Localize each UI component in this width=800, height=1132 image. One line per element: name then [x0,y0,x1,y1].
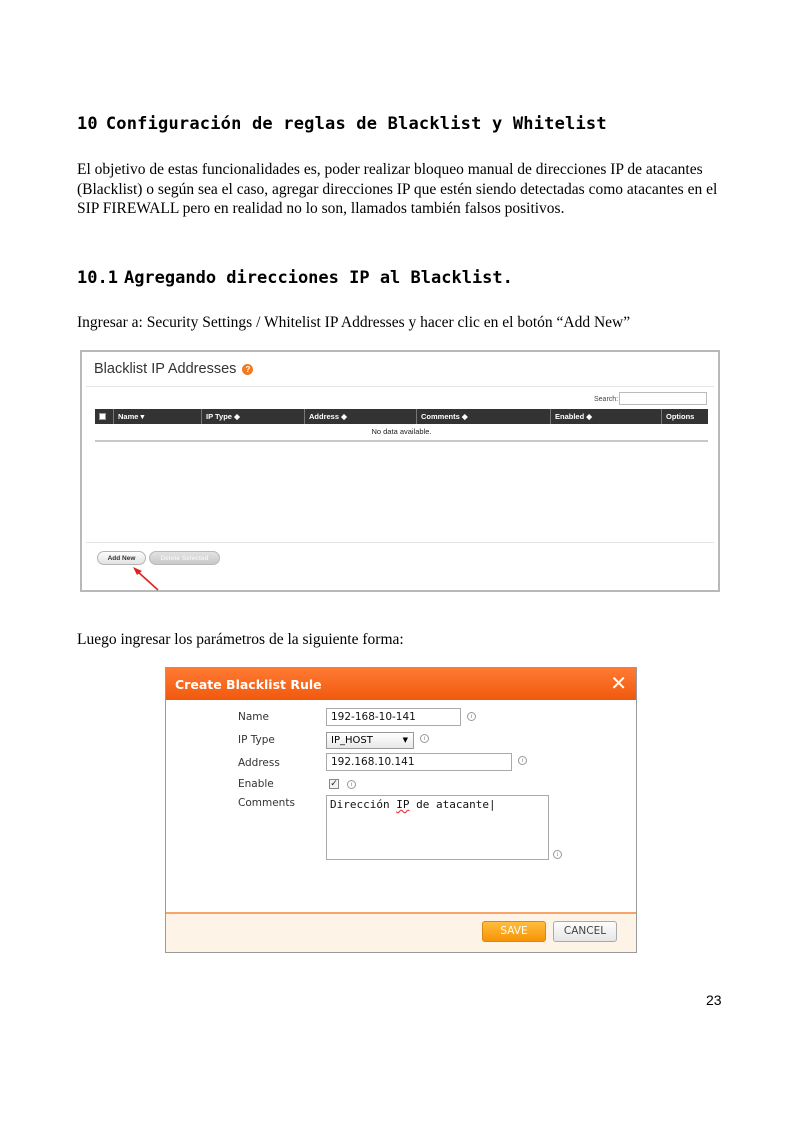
search-input[interactable] [619,392,707,405]
name-input[interactable]: 192-168-10-141 [326,708,461,726]
red-arrow-icon [130,565,162,593]
column-options: Options [661,409,708,424]
help-icon[interactable]: ? [242,364,253,375]
enable-checkbox[interactable]: ✓ [330,779,338,789]
subsection-number: 10.1 [77,268,118,288]
search-label: Search: [594,396,619,403]
column-name[interactable]: Name ▾ [113,409,201,424]
intro-paragraph: El objetivo de estas funcionalidades es, poder realizar bloqueo manual de direcciones IP de atacantes (Blacklist) o según sea el caso, agregar direcciones IP que estén siendo detectadas como atacantes en el SIP FIREWALL pero en realidad no lo son, llamados también falsos positivos. [77,161,718,217]
form-intro-paragraph: Luego ingresar los parámetros de la siguiente forma: [77,631,404,648]
info-icon: i [553,850,562,859]
text-cursor: | [488,798,496,811]
page-number: 23 [706,992,722,1008]
column-ip-type[interactable]: IP Type ◆ [201,409,304,424]
section-number: 10 [77,114,98,134]
divider [86,542,714,543]
select-all-cell [95,409,113,424]
subsection-heading [77,268,513,288]
chevron-down-icon: ▼ [402,736,408,744]
delete-selected-button[interactable]: Delete Selected [149,551,220,565]
column-address[interactable]: Address ◆ [304,409,416,424]
save-button[interactable]: SAVE [482,921,546,942]
column-comments[interactable]: Comments ◆ [416,409,550,424]
info-icon: i [467,712,476,721]
section-heading [77,114,607,134]
address-label: Address [238,757,280,769]
divider [86,386,714,387]
info-icon: i [347,780,356,789]
instruction-paragraph: Ingresar a: Security Settings / Whitelist IP Addresses y hacer clic en el botón “Add New” [77,314,631,331]
ip-type-value: IP_HOST [331,735,373,746]
comments-text-end: de atacante [409,798,489,811]
panel-title [94,361,253,377]
comments-text-ip: IP [396,798,410,811]
dialog-header [166,668,636,700]
select-all-checkbox[interactable] [99,413,106,420]
ip-type-select[interactable] [326,732,414,749]
table-header [95,409,708,424]
address-input[interactable]: 192.168.10.141 [326,753,512,771]
ip-type-label: IP Type [238,734,275,746]
subsection-title: Agregando direcciones IP al Blacklist. [123,268,513,288]
panel-title-text: Blacklist IP Addresses [94,361,237,377]
info-icon: i [420,734,429,743]
create-blacklist-dialog [165,667,637,953]
blacklist-panel [80,350,720,592]
name-label: Name [238,711,269,723]
empty-message: No data available. [95,424,708,442]
info-icon: i [518,756,527,765]
comments-textarea[interactable] [326,795,549,860]
column-enabled[interactable]: Enabled ◆ [550,409,661,424]
section-title: Configuración de reglas de Blacklist y Whitelist [105,114,607,134]
close-icon[interactable]: ✕ [610,671,627,695]
enable-label: Enable [238,778,274,790]
cancel-button[interactable]: CANCEL [553,921,617,942]
dialog-title: Create Blacklist Rule [175,677,322,692]
comments-text-start: Dirección [330,798,397,811]
comments-label: Comments [238,797,295,809]
add-new-button[interactable]: Add New [97,551,146,565]
